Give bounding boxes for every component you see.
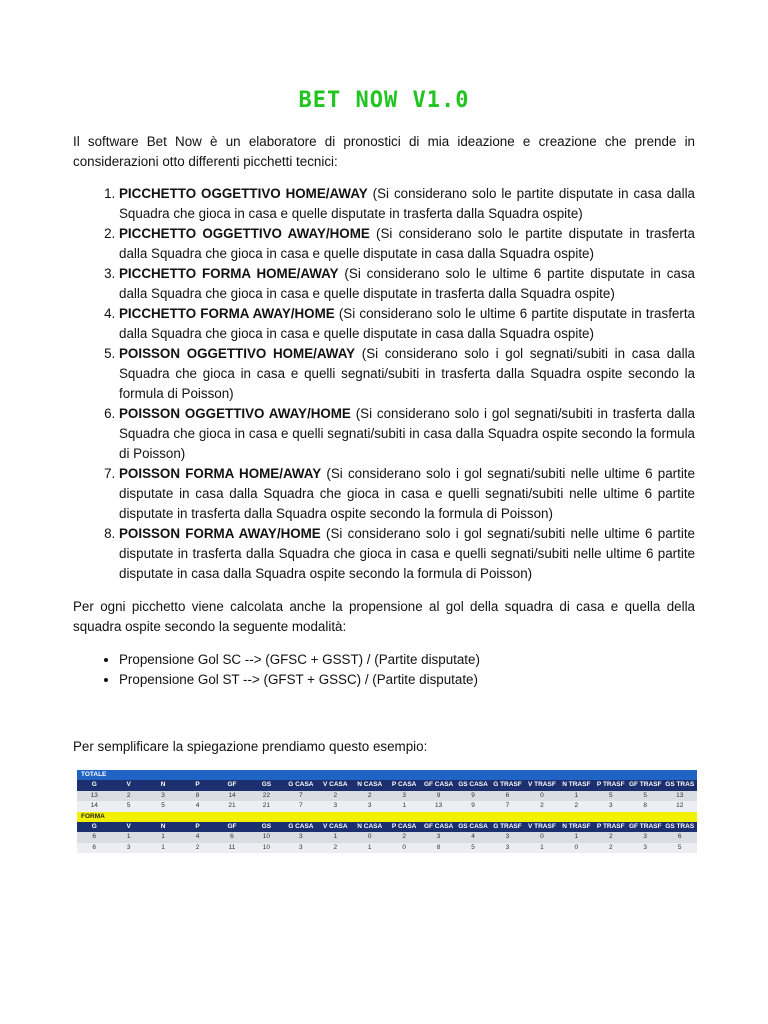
column-header: P CASA — [387, 780, 421, 790]
picchetto-item — [119, 304, 695, 344]
picchetto-title: POISSON OGGETTIVO AWAY/HOME — [119, 406, 351, 421]
column-header: G CASA — [284, 780, 318, 790]
table-cell: 0 — [525, 832, 559, 842]
table-cell: 7 — [490, 801, 524, 811]
picchetto-item — [119, 224, 695, 264]
table-cell: 6 — [662, 832, 697, 842]
column-header: N CASA — [353, 780, 387, 790]
column-header: G TRASF — [490, 822, 524, 832]
table-row — [77, 843, 697, 853]
column-header: N TRASF — [559, 780, 593, 790]
table-cell: 0 — [525, 791, 559, 801]
table-cell: 1 — [559, 791, 593, 801]
column-header: GS TRAS — [662, 822, 697, 832]
column-header: N TRASF — [559, 822, 593, 832]
table-cell: 3 — [284, 832, 318, 842]
table-cell: 2 — [594, 832, 628, 842]
formula-item: • Propensione Gol SC --> (GFSC + GSST) / (Partite disputate) — [119, 650, 695, 670]
column-header: V TRASF — [525, 822, 559, 832]
table-cell: 3 — [353, 801, 387, 811]
picchetto-item — [119, 264, 695, 304]
table-cell: 1 — [387, 801, 421, 811]
section-label: FORMA — [77, 812, 697, 822]
table-cell: 3 — [628, 832, 662, 842]
picchetto-item — [119, 404, 695, 464]
table-cell: 4 — [180, 801, 214, 811]
formula-list — [73, 650, 695, 690]
table-cell: 2 — [111, 791, 145, 801]
column-header: V CASA — [318, 780, 352, 790]
section-header-forma — [77, 812, 697, 822]
table-cell: 2 — [559, 801, 593, 811]
column-header-row — [77, 822, 697, 832]
column-header: P — [180, 822, 214, 832]
intro-paragraph: Il software Bet Now è un elaboratore di pronostici di mia ideazione e creazione che prende in considerazioni otto differenti picchetti tecnici: — [73, 134, 695, 169]
table-cell: 14 — [215, 791, 249, 801]
table-cell: 6 — [77, 832, 111, 842]
column-header: GF CASA — [421, 780, 455, 790]
table-cell: 7 — [284, 791, 318, 801]
table-cell: 1 — [559, 832, 593, 842]
column-header: P TRASF — [594, 822, 628, 832]
table-cell: 6 — [490, 791, 524, 801]
table-cell: 0 — [387, 843, 421, 853]
table-row — [77, 832, 697, 842]
document-title: BET NOW V1.0 — [298, 88, 470, 113]
column-header: GS CASA — [456, 822, 490, 832]
table-cell: 3 — [111, 843, 145, 853]
column-header: G — [77, 780, 111, 790]
column-header: P TRASF — [594, 780, 628, 790]
table-cell: 21 — [249, 801, 283, 811]
picchetto-item — [119, 184, 695, 224]
table-row — [77, 791, 697, 801]
table-cell: 4 — [180, 832, 214, 842]
table-cell: 1 — [318, 832, 352, 842]
table-cell: 12 — [662, 801, 697, 811]
column-header: G — [77, 822, 111, 832]
table-cell: 2 — [525, 801, 559, 811]
column-header: GS — [249, 780, 283, 790]
table-cell: 3 — [318, 801, 352, 811]
table-cell: 5 — [111, 801, 145, 811]
column-header: V — [111, 780, 145, 790]
table-cell: 8 — [180, 791, 214, 801]
column-header: GF TRASF — [628, 780, 662, 790]
picchetto-item — [119, 344, 695, 404]
table-cell: 6 — [215, 832, 249, 842]
table-cell: 5 — [594, 791, 628, 801]
table-row — [77, 801, 697, 811]
table-cell: 8 — [421, 843, 455, 853]
table-cell: 10 — [249, 832, 283, 842]
column-header: V TRASF — [525, 780, 559, 790]
section-label: TOTALE — [77, 770, 697, 780]
picchetto-description: (Si considerano solo le ultime 6 partite disputate in trasferta dalla Squadra che gioca in casa e quelle disputate in casa dalla Squadra ospite) — [119, 306, 695, 341]
picchetto-title: POISSON FORMA HOME/AWAY — [119, 466, 322, 481]
table-cell: 3 — [628, 843, 662, 853]
table-cell: 3 — [146, 791, 180, 801]
table-cell: 2 — [387, 832, 421, 842]
table-cell: 5 — [456, 843, 490, 853]
picchetto-description: (Si considerano solo i gol segnati/subiti in casa dalla Squadra che gioca in casa e quelli segnati/subiti in trasferta dalla Squadra ospite secondo la formula di Poisson) — [119, 346, 696, 401]
picchetto-title: PICCHETTO FORMA AWAY/HOME — [119, 306, 335, 321]
table-cell: 2 — [318, 791, 352, 801]
table-cell: 9 — [456, 791, 490, 801]
table-cell: 9 — [421, 791, 455, 801]
table-cell: 21 — [215, 801, 249, 811]
table-cell: 3 — [594, 801, 628, 811]
picchetto-description: (Si considerano solo i gol segnati/subiti nelle ultime 6 partite disputate in casa dalla Squadra che gioca in casa e quelli segnati/subiti nelle ultime 6 partite disputate in trasferta dalla Squadra ospite secondo la formula di Poisson) — [119, 466, 695, 521]
picchetto-item — [119, 524, 695, 584]
table-cell: 13 — [662, 791, 697, 801]
propensione-paragraph: Per ogni picchetto viene calcolata anche la propensione al gol della squadra di casa e quella della squadra ospite secondo la seguente modalità: — [73, 599, 695, 634]
column-header: G CASA — [284, 822, 318, 832]
column-header-row — [77, 780, 697, 790]
picchetto-description: (Si considerano solo le ultime 6 partite disputate in casa dalla Squadra che gioca in casa e quelle disputate in trasferta dalla Squadra ospite) — [119, 266, 695, 301]
table-cell: 22 — [249, 791, 283, 801]
table-cell: 2 — [353, 791, 387, 801]
section-header-totale — [77, 770, 697, 780]
table-cell: 3 — [387, 791, 421, 801]
table-cell: 3 — [421, 832, 455, 842]
column-header: P — [180, 780, 214, 790]
column-header: V CASA — [318, 822, 352, 832]
table-cell: 3 — [284, 843, 318, 853]
picchetto-description: (Si considerano solo i gol segnati/subiti in trasferta dalla Squadra che gioca in casa e quelli segnati/subiti in casa dalla Squadra ospite secondo la formula di Poisson) — [119, 406, 695, 461]
table-cell: 5 — [146, 801, 180, 811]
picchetto-description: (Si considerano solo le partite disputate in casa dalla Squadra che gioca in casa e quelle disputate in trasferta dalla Squadra ospite) — [119, 186, 695, 221]
column-header: G TRASF — [490, 780, 524, 790]
table-cell: 0 — [353, 832, 387, 842]
column-header: GF — [215, 822, 249, 832]
table-cell: 13 — [421, 801, 455, 811]
table-cell: 2 — [318, 843, 352, 853]
table-cell: 2 — [180, 843, 214, 853]
column-header: GF — [215, 780, 249, 790]
column-header: GS CASA — [456, 780, 490, 790]
table-cell: 1 — [146, 843, 180, 853]
table-cell: 8 — [628, 801, 662, 811]
column-header: N CASA — [353, 822, 387, 832]
stats-table — [77, 770, 697, 853]
picchetto-title: POISSON OGGETTIVO HOME/AWAY — [119, 346, 356, 361]
table-cell: 9 — [456, 801, 490, 811]
picchetto-title: PICCHETTO OGGETTIVO AWAY/HOME — [119, 226, 370, 241]
table-cell: 1 — [146, 832, 180, 842]
column-header: N — [146, 822, 180, 832]
column-header: P CASA — [387, 822, 421, 832]
column-header: GF TRASF — [628, 822, 662, 832]
picchetti-list — [73, 184, 695, 584]
table-cell: 10 — [249, 843, 283, 853]
table-cell: 3 — [490, 832, 524, 842]
table-cell: 5 — [628, 791, 662, 801]
column-header: N — [146, 780, 180, 790]
table-cell: 1 — [111, 832, 145, 842]
picchetto-description: (Si considerano solo le partite disputate in trasferta dalla Squadra che gioca in casa e quelle disputate in casa dalla Squadra ospite) — [119, 226, 695, 261]
table-cell: 11 — [215, 843, 249, 853]
table-cell: 1 — [525, 843, 559, 853]
table-cell: 1 — [353, 843, 387, 853]
picchetto-item — [119, 464, 695, 524]
table-cell: 3 — [490, 843, 524, 853]
column-header: V — [111, 822, 145, 832]
example-paragraph: Per semplificare la spiegazione prendiamo questo esempio: — [73, 739, 428, 754]
formula-item: • Propensione Gol ST --> (GFST + GSSC) / (Partite disputate) — [119, 670, 695, 690]
column-header: GF CASA — [421, 822, 455, 832]
table-cell: 14 — [77, 801, 111, 811]
table-cell: 0 — [559, 843, 593, 853]
picchetto-title: PICCHETTO FORMA HOME/AWAY — [119, 266, 339, 281]
column-header: GS — [249, 822, 283, 832]
table-cell: 13 — [77, 791, 111, 801]
table-cell: 2 — [594, 843, 628, 853]
picchetto-title: PICCHETTO OGGETTIVO HOME/AWAY — [119, 186, 368, 201]
picchetto-title: POISSON FORMA AWAY/HOME — [119, 526, 321, 541]
table-cell: 7 — [284, 801, 318, 811]
picchetto-description: (Si considerano solo i gol segnati/subiti nelle ultime 6 partite disputate in trasferta dalla Squadra che gioca in casa e quelli segnati/subiti nelle ultime 6 partite disputate in casa dalla Squadra ospite secondo la formula di Poisson) — [119, 526, 695, 581]
table-cell: 6 — [77, 843, 111, 853]
table-cell: 5 — [662, 843, 697, 853]
column-header: GS TRAS — [662, 780, 697, 790]
table-cell: 4 — [456, 832, 490, 842]
